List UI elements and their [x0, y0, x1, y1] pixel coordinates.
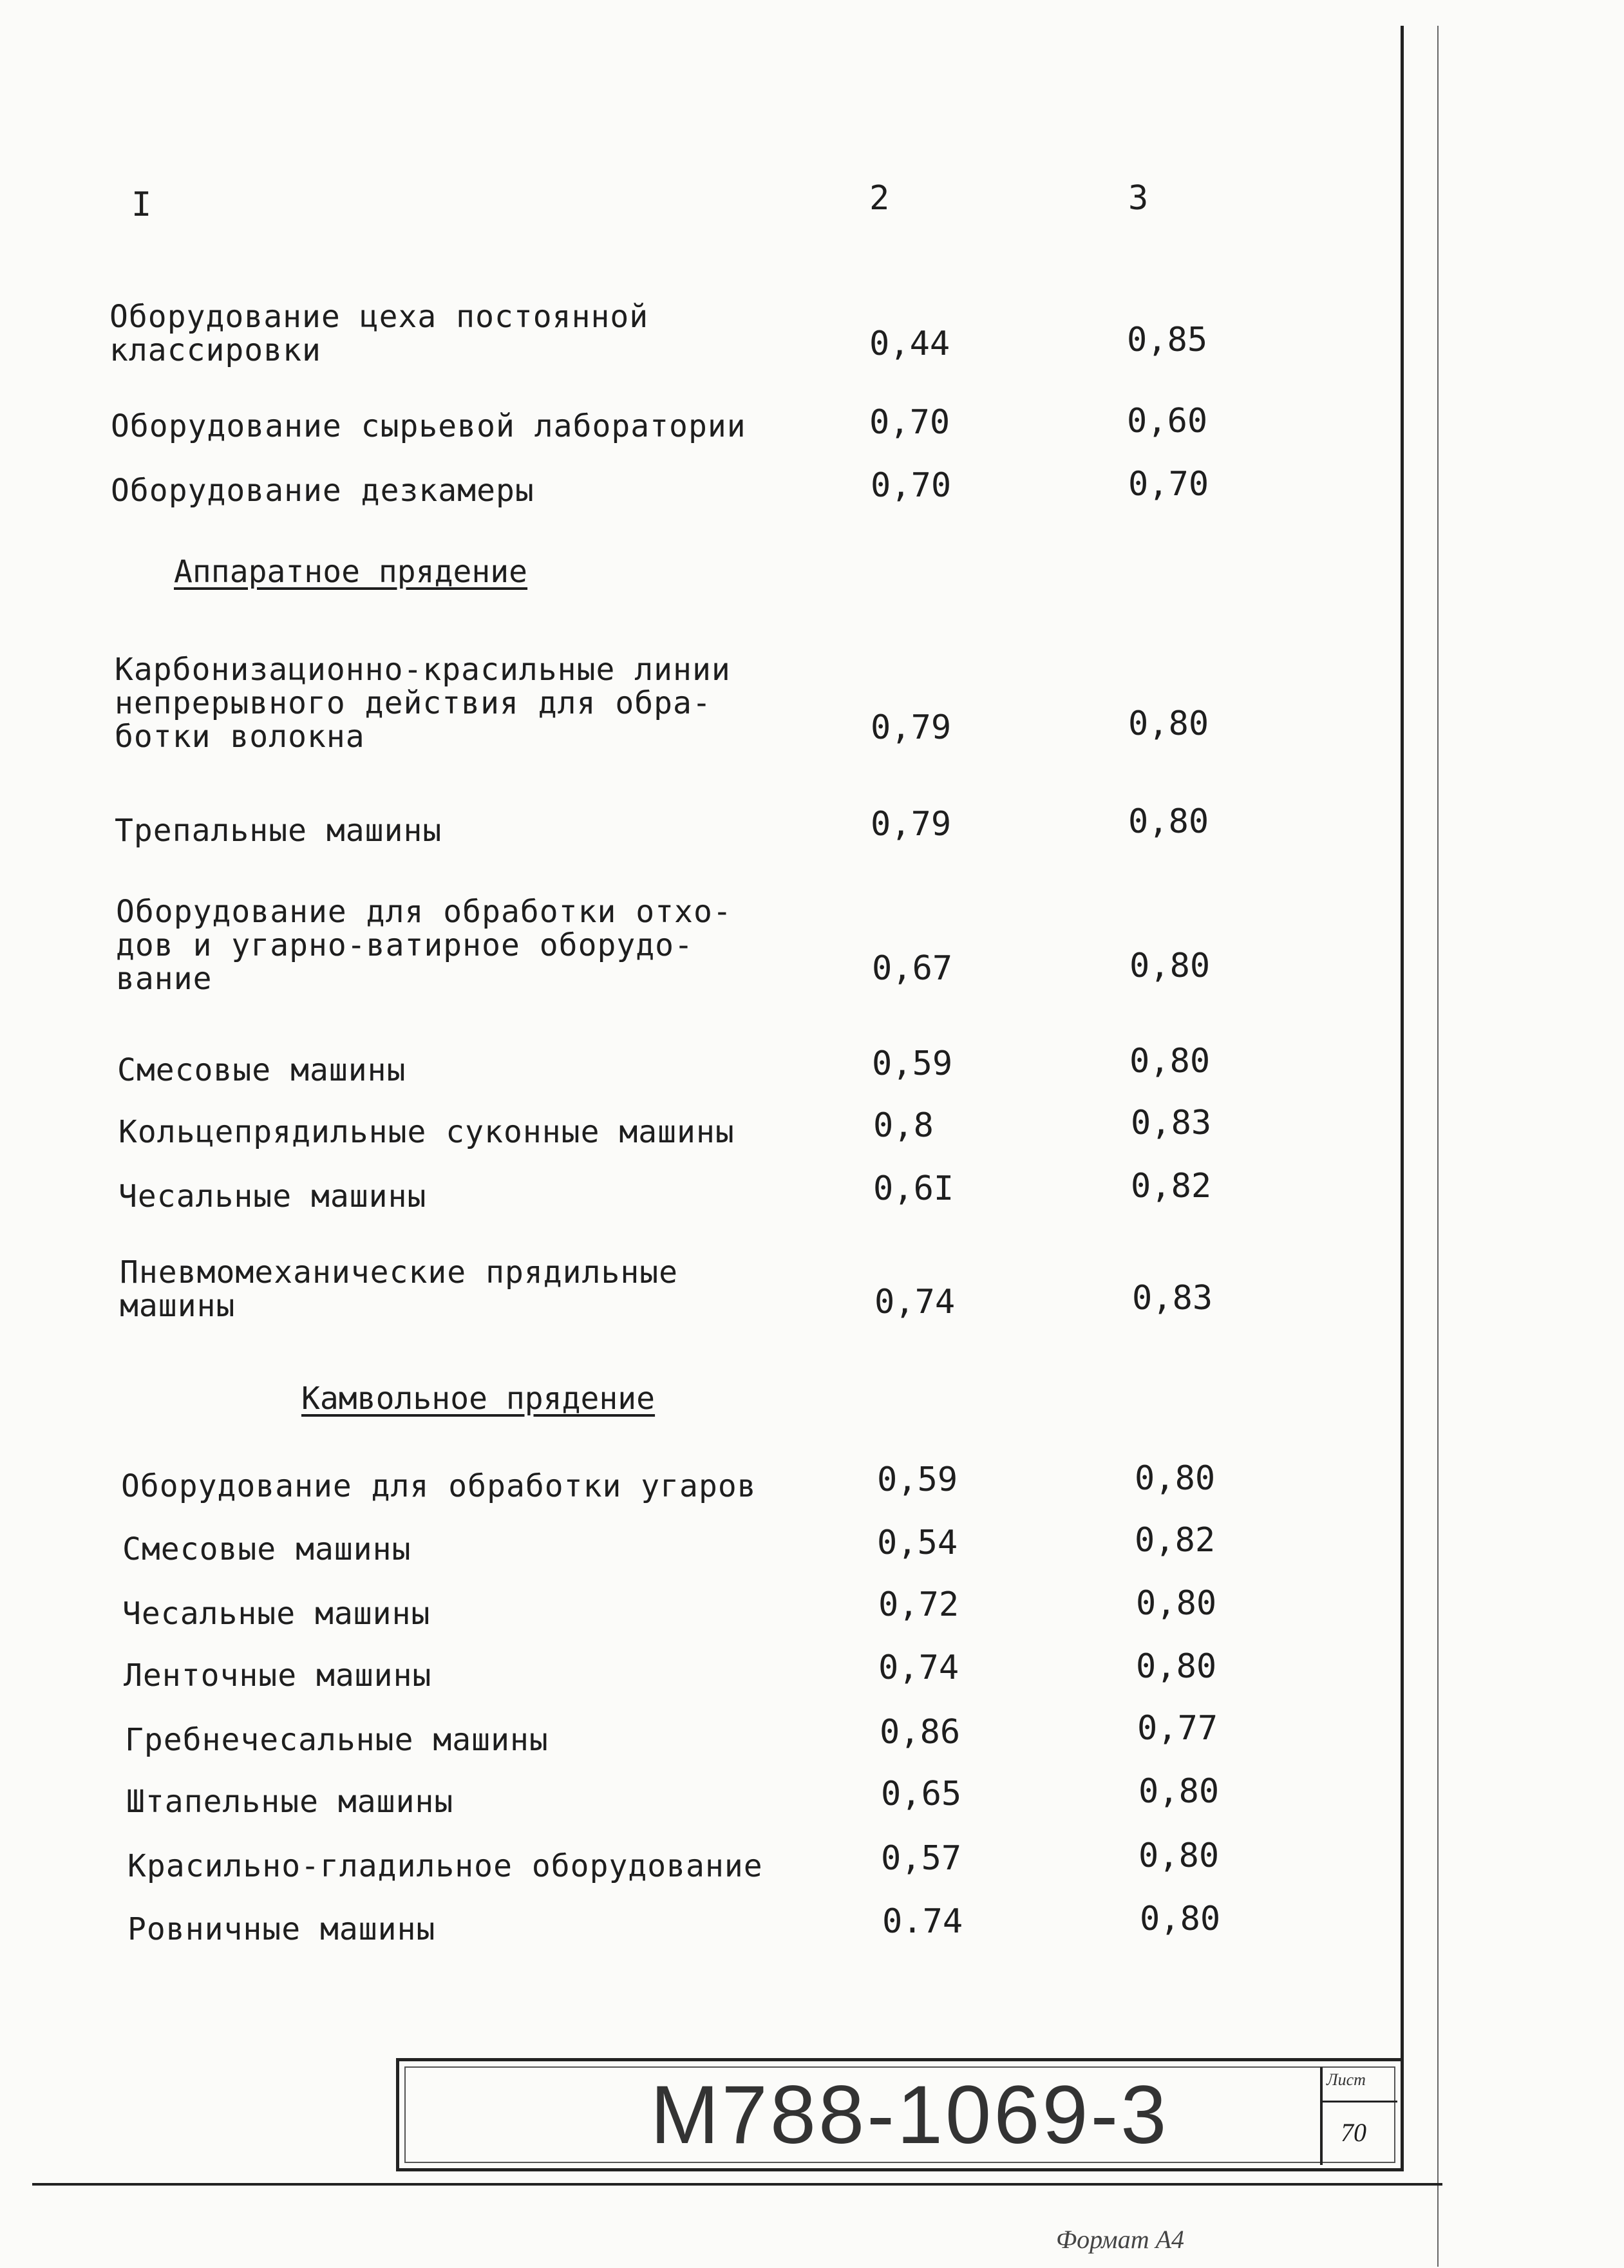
- sheet-box-divider: [1323, 2101, 1397, 2103]
- row-label: Оборудование дезкамеры: [111, 473, 534, 509]
- row-value-col2: 0,57: [881, 1839, 962, 1878]
- row-value-col2: 0,70: [871, 466, 952, 505]
- format-note: Формат А4: [1056, 2225, 1185, 2254]
- row-value-col2: 0,8: [873, 1106, 934, 1145]
- row-label: Ровничные машины: [127, 1911, 436, 1947]
- row-label: Оборудование для обработки угаров: [121, 1468, 757, 1504]
- row-value-col3: 0,80: [1128, 704, 1209, 743]
- frame-bottom-line: [32, 2183, 1442, 2186]
- row-label: Пневмомеханические прядильные машины: [120, 1254, 679, 1324]
- row-label: Штапельные машины: [126, 1784, 454, 1820]
- row-value-col2: 0,74: [878, 1649, 959, 1687]
- sheet-number: 70: [1341, 2118, 1366, 2147]
- row-value-col2: 0,67: [872, 949, 953, 988]
- row-value-col3: 0,82: [1135, 1521, 1216, 1560]
- row-value-col3: 0,70: [1128, 465, 1209, 504]
- row-value-col3: 0,80: [1136, 1584, 1217, 1623]
- row-value-col2: 0,54: [877, 1524, 958, 1562]
- row-value-col3: 0,80: [1129, 947, 1211, 985]
- section-title: Камвольное прядение: [301, 1381, 656, 1417]
- row-label: Оборудование для обработки отхо- дов и угарно-ватирное оборудо- вание: [116, 894, 732, 997]
- row-value-col2: 0,59: [872, 1044, 953, 1083]
- header-col3: 3: [1128, 179, 1149, 218]
- row-value-col3: 0,80: [1135, 1459, 1216, 1498]
- row-value-col2: 0,70: [869, 403, 950, 442]
- row-value-col3: 0,77: [1137, 1709, 1218, 1748]
- frame-right-line: [1401, 26, 1404, 2164]
- sheet-label: Лист: [1327, 2070, 1366, 2089]
- row-value-col3: 0,80: [1136, 1647, 1217, 1686]
- row-value-col2: 0,86: [880, 1713, 961, 1752]
- row-value-col3: 0,83: [1131, 1104, 1212, 1142]
- row-label: Чесальные машины: [122, 1596, 431, 1632]
- row-label: Смесовые машины: [122, 1531, 411, 1567]
- row-value-col2: 0,72: [878, 1585, 959, 1624]
- row-value-col3: 0,83: [1132, 1279, 1213, 1318]
- row-label: Красильно-гладильное оборудование: [127, 1848, 763, 1884]
- row-value-col2: 0,59: [877, 1460, 958, 1499]
- row-value-col3: 0,85: [1127, 321, 1208, 359]
- row-label: Гребнечесальные машины: [125, 1722, 549, 1758]
- row-value-col3: 0,60: [1127, 402, 1208, 440]
- row-label: Оборудование сырьевой лаборатории: [111, 408, 746, 444]
- frame-right-line-outer: [1437, 26, 1439, 2267]
- row-value-col3: 0,80: [1138, 1837, 1220, 1875]
- row-label: Чесальные машины: [118, 1178, 427, 1214]
- row-label: Ленточные машины: [124, 1658, 432, 1694]
- row-value-col2: 0,6I: [873, 1169, 954, 1208]
- row-label: Кольцепрядильные суконные машины: [118, 1114, 735, 1150]
- row-label: Карбонизационно-красильные линии непрерывного действия для обра- ботки волокна: [115, 652, 731, 755]
- header-col1: I: [131, 185, 152, 224]
- row-value-col3: 0,80: [1138, 1772, 1220, 1811]
- row-value-col2: 0,65: [881, 1775, 962, 1813]
- row-value-col2: 0.74: [882, 1902, 963, 1941]
- section-title: Аппаратное прядение: [174, 554, 528, 590]
- row-value-col3: 0,80: [1128, 802, 1209, 841]
- row-value-col3: 0,80: [1140, 1900, 1221, 1938]
- row-value-col2: 0,79: [871, 805, 952, 844]
- document-code: М788-1069-3: [650, 2069, 1169, 2161]
- row-value-col3: 0,80: [1129, 1042, 1211, 1081]
- row-label: Смесовые машины: [117, 1052, 406, 1088]
- row-value-col2: 0,79: [871, 708, 952, 747]
- row-label: Трепальные машины: [115, 813, 442, 849]
- row-value-col3: 0,82: [1131, 1167, 1212, 1205]
- header-col2: 2: [869, 179, 890, 218]
- row-value-col2: 0,74: [874, 1283, 956, 1321]
- row-value-col2: 0,44: [869, 325, 950, 363]
- row-label: Оборудование цеха постоянной классировки: [109, 299, 649, 368]
